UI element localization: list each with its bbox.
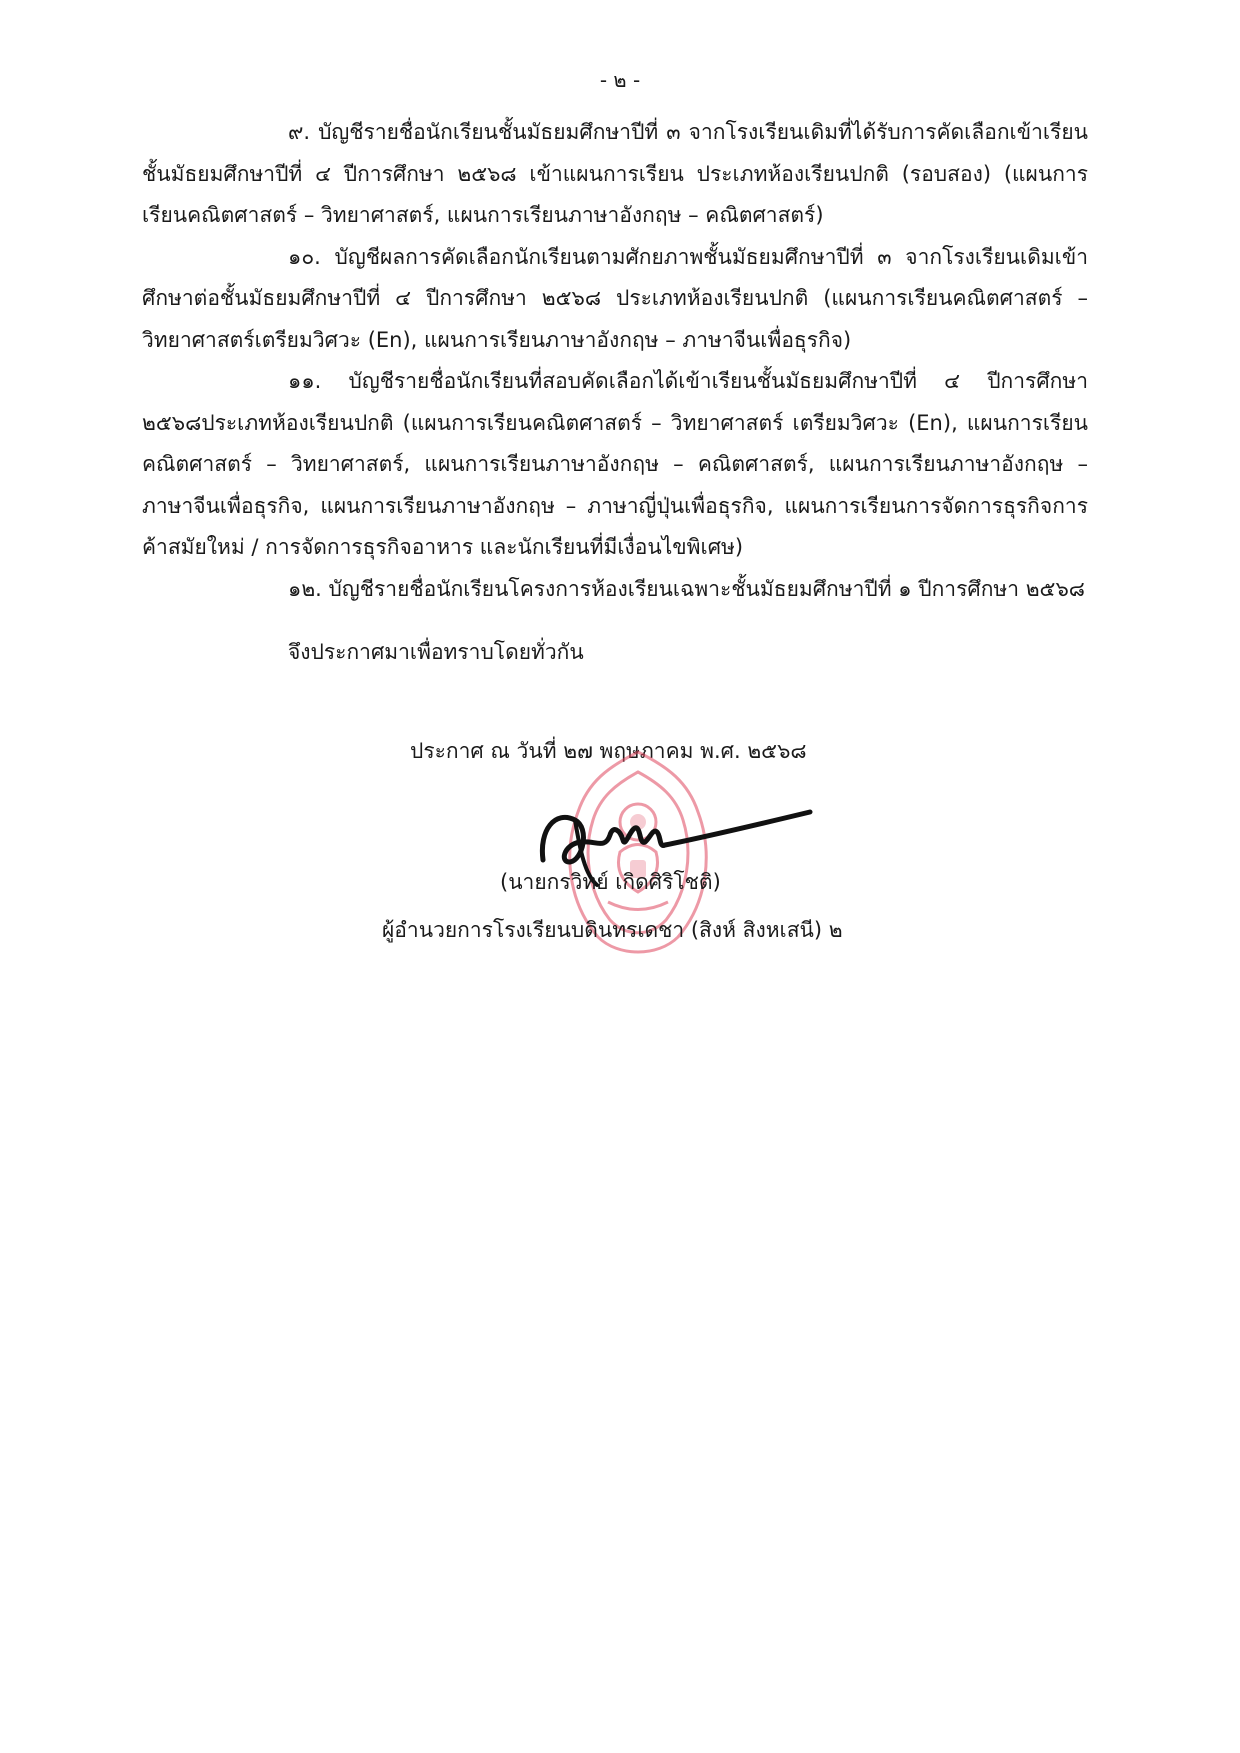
document-body (142, 112, 1088, 674)
list-item: ๑๑. บัญชีรายชื่อนักเรียนที่สอบคัดเลือกได้เข้าเรียนชั้นมัธยมศึกษาปีที่ ๔ ปีการศึกษา ๒๕๖๘ประเภทห้องเรียนปกติ (แผนการเรียนคณิตศาสตร์ – วิทยาศาสตร์ เตรียมวิศวะ (En), แผนการเรียนคณิตศาสตร์ – วิทยาศาสตร์, แผนการเรียนภาษาอังกฤษ – คณิตศาสตร์, แผนการเรียนภาษาอังกฤษ – ภาษาจีนเพื่อธุรกิจ, แผนการเรียนภาษาอังกฤษ – ภาษาญี่ปุ่นเพื่อธุรกิจ, แผนการเรียนการจัดการธุรกิจการค้าสมัยใหม่ / การจัดการธุรกิจอาหาร และนักเรียนที่มีเงื่อนไขพิเศษ) (142, 369, 1088, 559)
announcement-date: ประกาศ ณ วันที่ ๒๗ พฤษภาคม พ.ศ. ๒๕๖๘ (410, 739, 807, 763)
signer-name: (นายกรวิทย์ เกิดศิริโชติ) (500, 870, 721, 894)
closing-statement: จึงประกาศมาเพื่อทราบโดยทั่วกัน (288, 640, 584, 664)
list-item: ๑๐. บัญชีผลการคัดเลือกนักเรียนตามศักยภาพชั้นมัธยมศึกษาปีที่ ๓ จากโรงเรียนเดิมเข้าศึกษาต่อชั้นมัธยมศึกษาปีที่ ๔ ปีการศึกษา ๒๕๖๘ ประเภทห้องเรียนปกติ (แผนการเรียนคณิตศาสตร์ – วิทยาศาสตร์เตรียมวิศวะ (En), แผนการเรียนภาษาอังกฤษ – ภาษาจีนเพื่อธุรกิจ) (142, 244, 1088, 352)
list-item: ๑๒. บัญชีรายชื่อนักเรียนโครงการห้องเรียนเฉพาะชั้นมัธยมศึกษาปีที่ ๑ ปีการศึกษา ๒๕๖๘ (288, 576, 1085, 601)
list-item: ๙. บัญชีรายชื่อนักเรียนชั้นมัธยมศึกษาปีที่ ๓ จากโรงเรียนเดิมที่ได้รับการคัดเลือกเข้าเรียนชั้นมัธยมศึกษาปีที่ ๔ ปีการศึกษา ๒๕๖๘ เข้าแผนการเรียน ประเภทห้องเรียนปกติ (รอบสอง) (แผนการเรียนคณิตศาสตร์ – วิทยาศาสตร์, แผนการเรียนภาษาอังกฤษ – คณิตศาสตร์) (142, 120, 1088, 227)
signer-position: ผู้อำนวยการโรงเรียนบดินทรเดชา (สิงห์ สิงหเสนี) ๒ (382, 918, 843, 942)
page-number: - ๒ - (599, 68, 641, 92)
